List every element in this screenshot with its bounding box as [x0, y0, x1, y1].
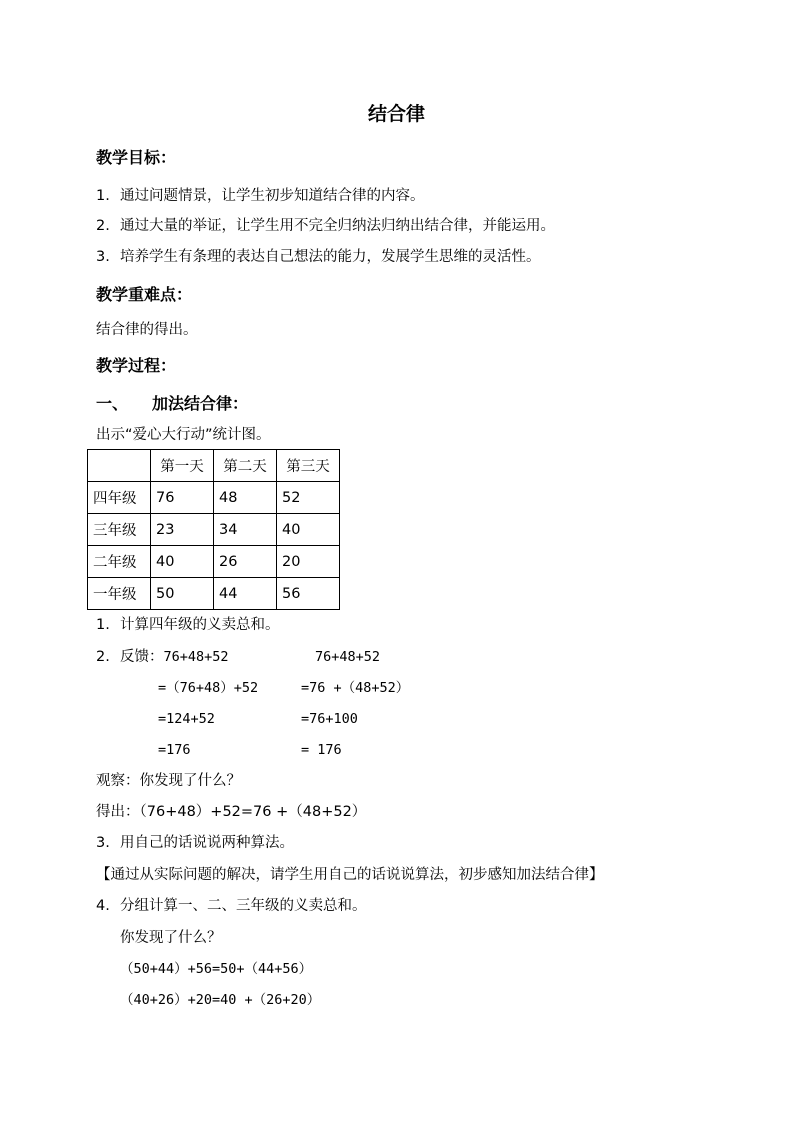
- calc-expression: =76 +（48+52）: [301, 680, 410, 696]
- table-cell: 44: [214, 578, 277, 610]
- calc-expression: = 176: [301, 742, 342, 758]
- question-text: 你发现了什么？: [120, 930, 222, 946]
- calc-expression: 76+48+52: [163, 649, 229, 665]
- step-label: 反馈：: [120, 649, 164, 665]
- step-number: 1.: [96, 617, 110, 633]
- step-number: 2.: [96, 649, 110, 665]
- table-row: [88, 578, 340, 610]
- step-text: 计算四年级的义卖总和。: [120, 617, 280, 633]
- observe-text: 观察：你发现了什么？: [96, 773, 241, 789]
- table-row: [88, 482, 340, 514]
- section-number: 一、: [96, 394, 129, 413]
- step-item: [96, 833, 294, 853]
- step-number: 3.: [96, 835, 110, 851]
- teaching-note: 【通过从实际问题的解决，请学生用自己的话说说算法，初步感知加法结合律】: [96, 867, 604, 883]
- objective-number: 3.: [96, 249, 110, 265]
- calc-expression: =76+100: [301, 711, 358, 727]
- equation: （40+26）+20=40 +（26+20）: [120, 992, 321, 1008]
- table-header-cell: 第二天: [214, 450, 277, 482]
- objective-text: 通过问题情景，让学生初步知道结合律的内容。: [120, 188, 425, 204]
- step-item: [96, 896, 367, 916]
- objective-text: 通过大量的举证，让学生用不完全归纳法归纳出结合律，并能运用。: [120, 218, 555, 234]
- table-cell: 40: [277, 514, 340, 546]
- objective-item: [96, 247, 541, 267]
- table-cell: 34: [214, 514, 277, 546]
- table-cell: 四年级: [88, 482, 151, 514]
- objective-text: 培养学生有条理的表达自己想法的能力，发展学生思维的灵活性。: [120, 249, 541, 265]
- equation: （50+44）+56=50+（44+56）: [120, 961, 313, 977]
- table-row: [88, 546, 340, 578]
- table-cell: 56: [277, 578, 340, 610]
- objective-item: [96, 186, 425, 206]
- table-row: [88, 514, 340, 546]
- table-cell: 一年级: [88, 578, 151, 610]
- table-header-cell: 第一天: [151, 450, 214, 482]
- section-title: 加法结合律：: [152, 394, 249, 413]
- keypoints-text: 结合律的得出。: [96, 322, 198, 338]
- step-text: 用自己的话说说两种算法。: [120, 835, 294, 851]
- objective-number: 1.: [96, 188, 110, 204]
- table-header-cell: 第三天: [277, 450, 340, 482]
- calc-expression: 76+48+52: [315, 649, 381, 665]
- calc-expression: =（76+48）+52: [158, 680, 259, 696]
- objectives-heading: 教学目标：: [96, 148, 177, 167]
- step-number: 4.: [96, 898, 110, 914]
- table-cell: 48: [214, 482, 277, 514]
- step-item: [96, 615, 280, 635]
- table-cell: 26: [214, 546, 277, 578]
- table-header-cell: [88, 450, 151, 482]
- calc-expression: =176: [158, 742, 191, 758]
- table-cell: 20: [277, 546, 340, 578]
- objective-number: 2.: [96, 218, 110, 234]
- table-cell: 二年级: [88, 546, 151, 578]
- calc-expression: =124+52: [158, 711, 215, 727]
- intro-text: 出示“爱心大行动”统计图。: [96, 427, 271, 443]
- table-cell: 52: [277, 482, 340, 514]
- table-cell: 40: [151, 546, 214, 578]
- sales-table: [87, 449, 340, 610]
- table-cell: 50: [151, 578, 214, 610]
- step-text: 分组计算一、二、三年级的义卖总和。: [120, 898, 367, 914]
- conclusion-text: 得出：（76+48）+52=76 +（48+52）: [96, 804, 367, 820]
- step-item: [96, 647, 229, 667]
- table-cell: 三年级: [88, 514, 151, 546]
- table-cell: 76: [151, 482, 214, 514]
- page-title: 结合律: [367, 103, 425, 125]
- table-cell: 23: [151, 514, 214, 546]
- table-header-row: [88, 450, 340, 482]
- objective-item: [96, 216, 555, 236]
- process-heading: 教学过程：: [96, 356, 177, 375]
- keypoints-heading: 教学重难点：: [96, 285, 193, 304]
